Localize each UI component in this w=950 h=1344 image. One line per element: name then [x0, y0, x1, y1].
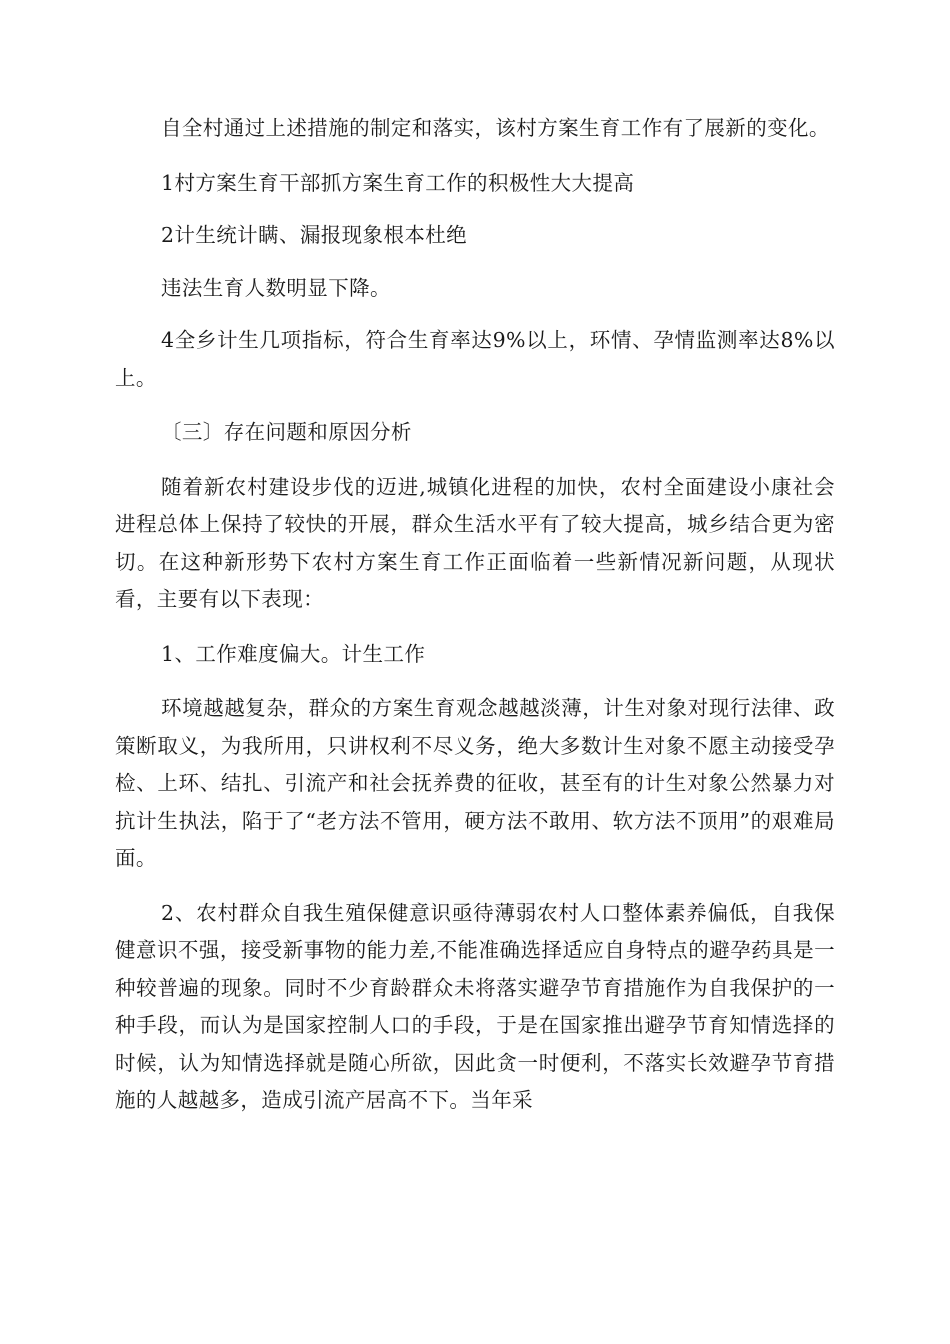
paragraph-item-4: 4全乡计生几项指标，符合生育率达9%以上，环情、孕情监测率达8%以上。 — [115, 328, 835, 390]
paragraph-item-3: 违法生育人数明显下降。 — [161, 275, 391, 300]
paragraph-problem-2: 2、农村群众自我生殖保健意识亟待薄弱农村人口整体素养偏低，自我保健意识不强，接受新事物的能力差,不能准确选择适应自身特点的避孕药具是一种较普遍的现象。同时不少育龄群众未将落实避孕节育措施作为自我保护的一种手段，而认为是国家控制人口的手段，于是在国家推出避孕节育知情选择的时候，认为知情选择就是随心所欲，因此贪一时便利，不落实长效避孕节育措施的人越越多，造成引流产居高不下。当年采 — [115, 900, 835, 1112]
paragraph-problem-1-body: 环境越越复杂，群众的方案生育观念越越淡薄，计生对象对现行法律、政策断取义，为我所用，只讲权利不尽义务，绝大多数计生对象不愿主动接受孕检、上环、结扎、引流产和社会抚养费的征收，甚至有的计生对象公然暴力对抗计生执法，陷于了“老方法不管用，硬方法不敢用、软方法不顶用”的艰难局面。 — [115, 696, 835, 870]
paragraph-problem-1-heading: 1、工作难度偏大。计生工作 — [161, 641, 426, 666]
paragraph-item-1: 1村方案生育干部抓方案生育工作的积极性大大提高 — [161, 170, 635, 195]
section-heading-problems: 〔三〕存在问题和原因分析 — [161, 420, 412, 444]
paragraph-item-2: 2计生统计瞒、漏报现象根本杜绝 — [161, 223, 468, 247]
paragraph-results-intro: 自全村通过上述措施的制定和落实，该村方案生育工作有了展新的变化。 — [161, 116, 830, 140]
paragraph-background: 随着新农村建设步伐的迈进,城镇化进程的加快，农村全面建设小康社会进程总体上保持了较快的开展，群众生活水平有了较大提高，城乡结合更为密切。在这种新形势下农村方案生育工作正面临着一些新情况新问题，从现状看，主要有以下表现： — [115, 474, 835, 611]
document-body — [115, 110, 835, 1137]
